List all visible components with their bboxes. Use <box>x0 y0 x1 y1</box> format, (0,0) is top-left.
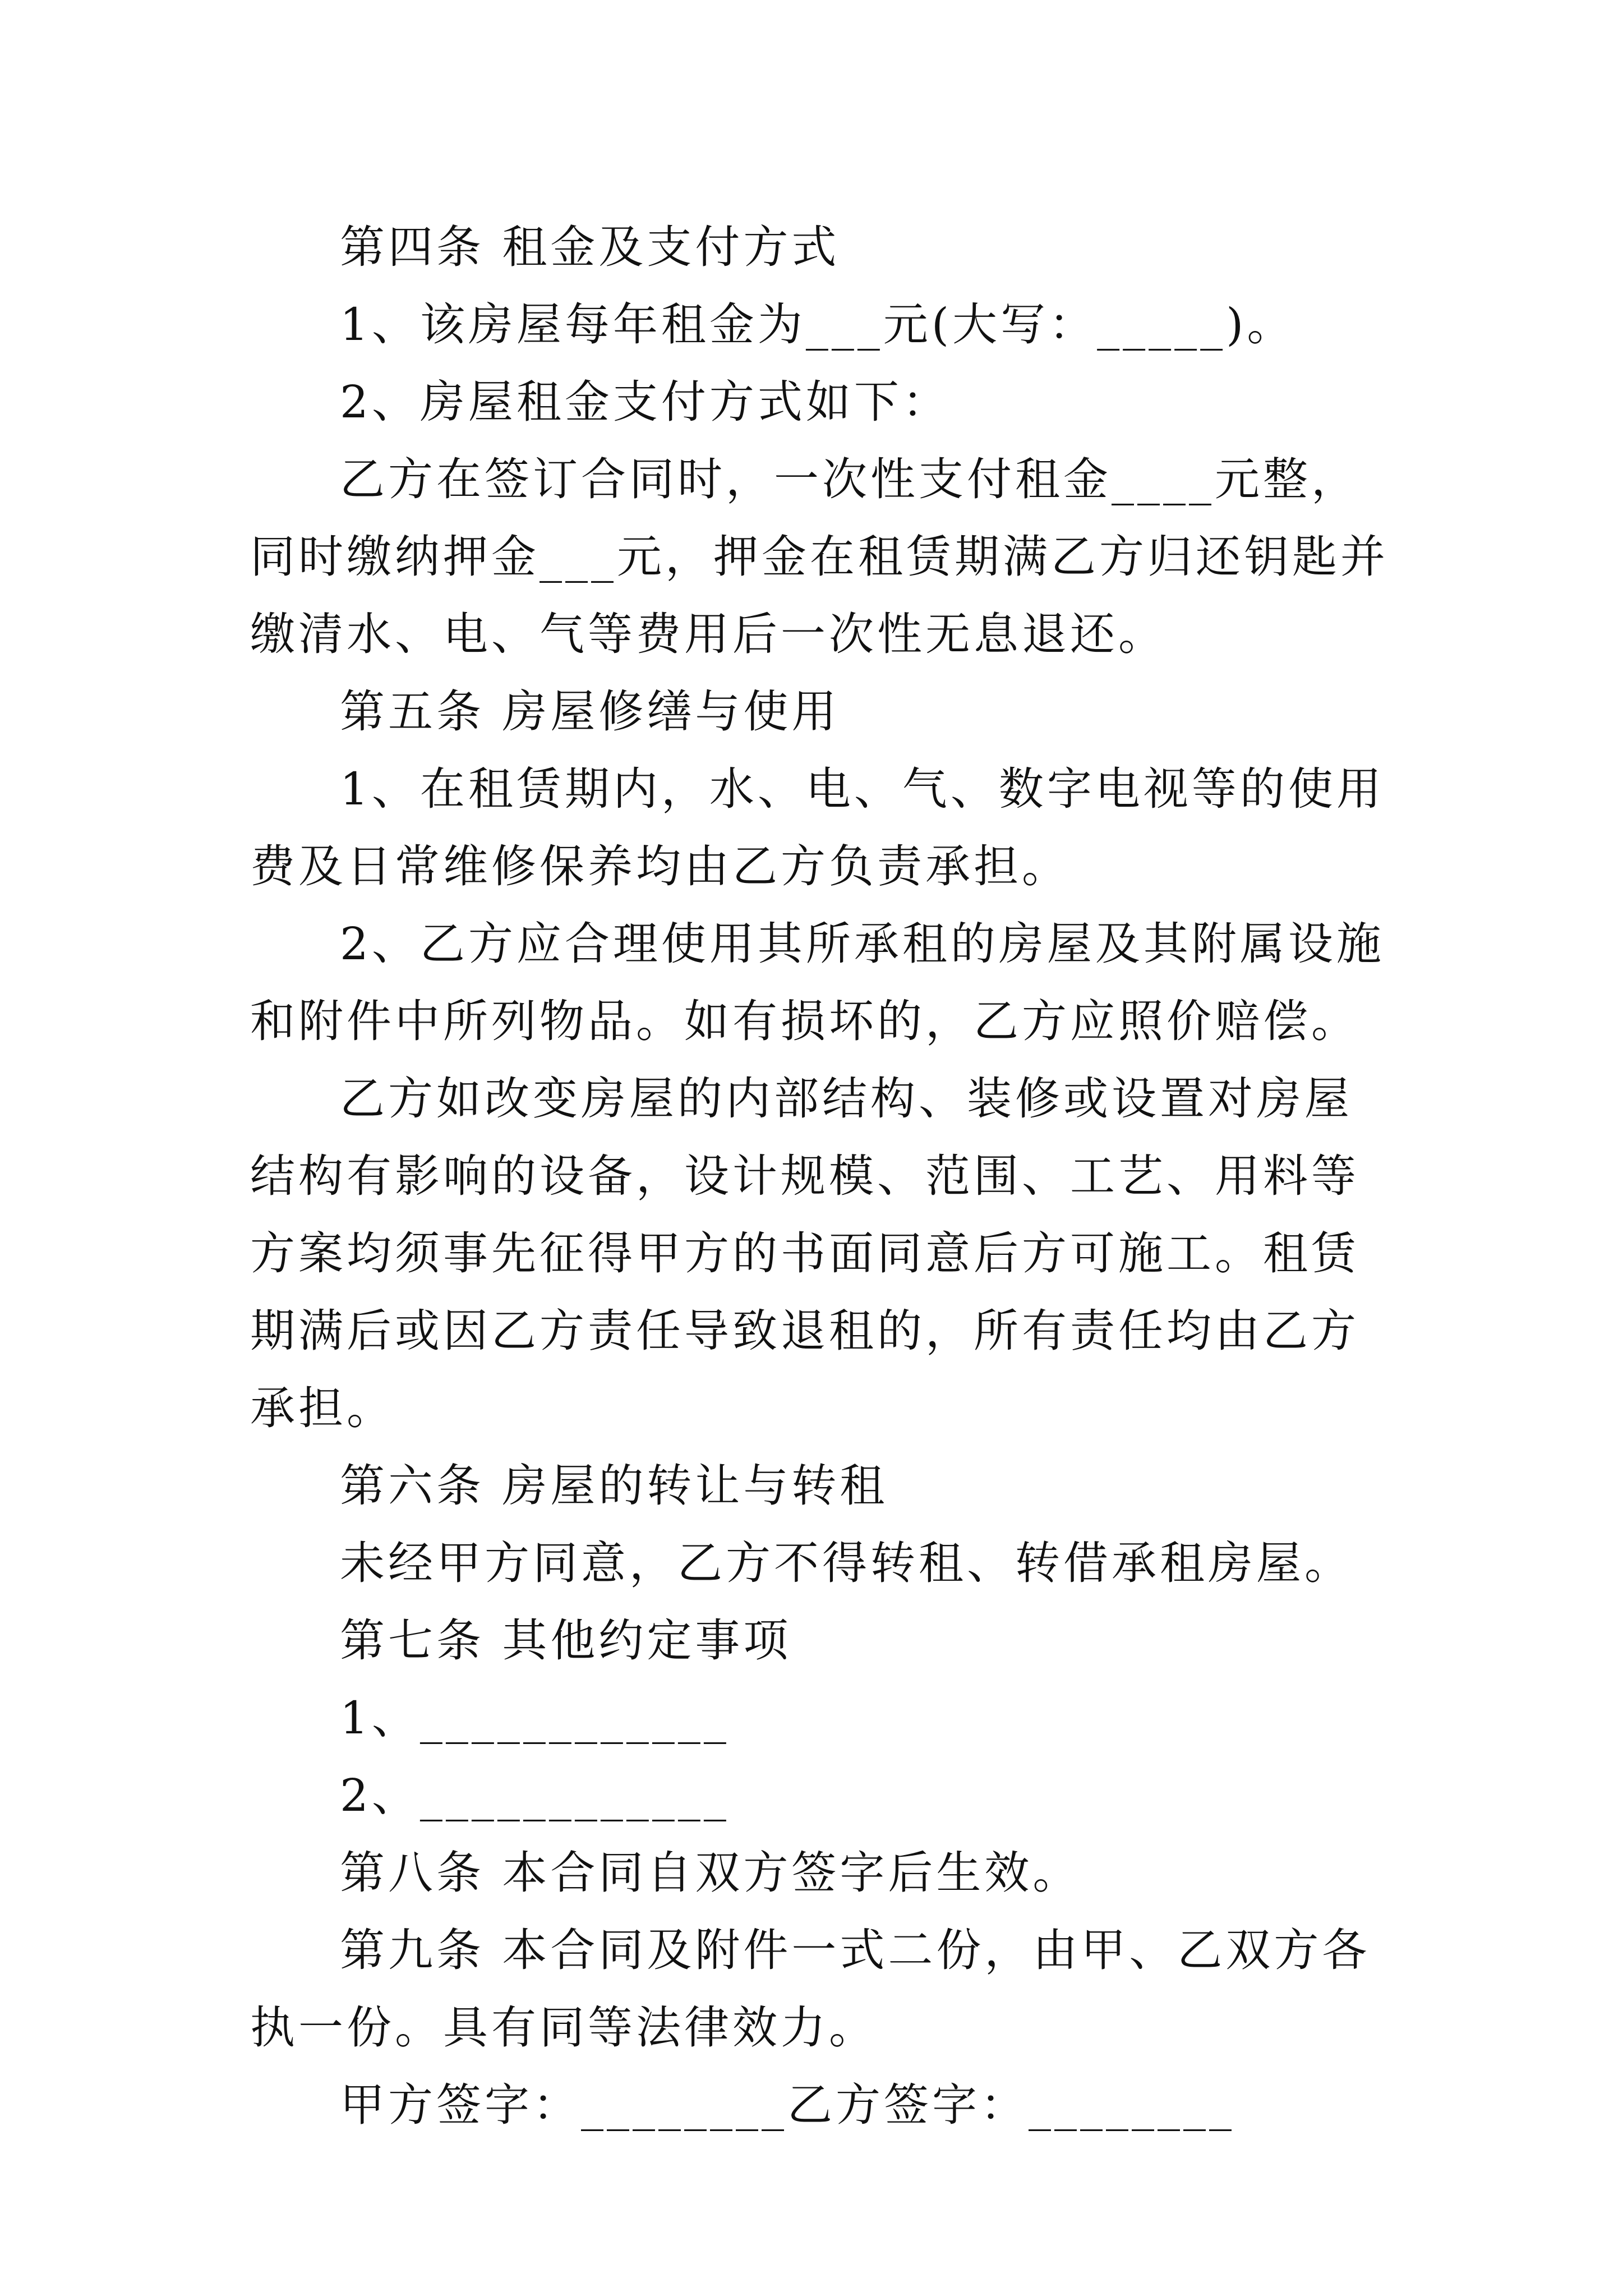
heading-article-8: 第八条 本合同自双方签字后生效。 <box>340 1847 1081 1899</box>
payment-method-clause: 2、房屋租金支付方式如下： <box>340 376 951 428</box>
sublease-paragraph: 未经甲方同意，乙方不得转租、转借承租房屋。 <box>340 1537 1353 1589</box>
heading-article-4: 第四条 租金及支付方式 <box>340 221 840 273</box>
proper-use-clause: 2、乙方应合理使用其所承租的房屋及其附属设施和附件中所列物品。如有损坏的，乙方应照价赔偿。 <box>250 918 1385 1047</box>
renovation-paragraph: 乙方如改变房屋的内部结构、装修或设置对房屋结构有影响的设备，设计规模、范围、工艺、用料等方案均须事先征得甲方的书面同意后方可施工。租赁期满后或因乙方责任导致退租的，所有责任均由乙方承担。 <box>250 1073 1359 1434</box>
article-9-paragraph: 第九条 本合同及附件一式二份，由甲、乙双方各执一份。具有同等法律效力。 <box>250 1924 1371 2054</box>
heading-article-6: 第六条 房屋的转让与转租 <box>340 1460 888 1512</box>
signature-line: 甲方签字：________乙方签字：________ <box>340 2079 1235 2131</box>
other-item-1: 1、____________ <box>340 1692 730 1744</box>
heading-article-7: 第七条 其他约定事项 <box>340 1614 792 1667</box>
rent-amount-clause: 1、该房屋每年租金为___元(大写：_____)。 <box>340 298 1295 351</box>
document-body <box>250 209 1400 2144</box>
payment-details-paragraph: 乙方在签订合同时，一次性支付租金____元整，同时缴纳押金___元，押金在租赁期满乙方归还钥匙并缴清水、电、气等费用后一次性无息退还。 <box>250 453 1389 660</box>
heading-article-5: 第五条 房屋修缮与使用 <box>340 685 840 738</box>
other-item-2: 2、____________ <box>340 1769 730 1821</box>
usage-fee-clause: 1、在租赁期内，水、电、气、数字电视等的使用费及日常维修保养均由乙方负责承担。 <box>250 763 1385 892</box>
